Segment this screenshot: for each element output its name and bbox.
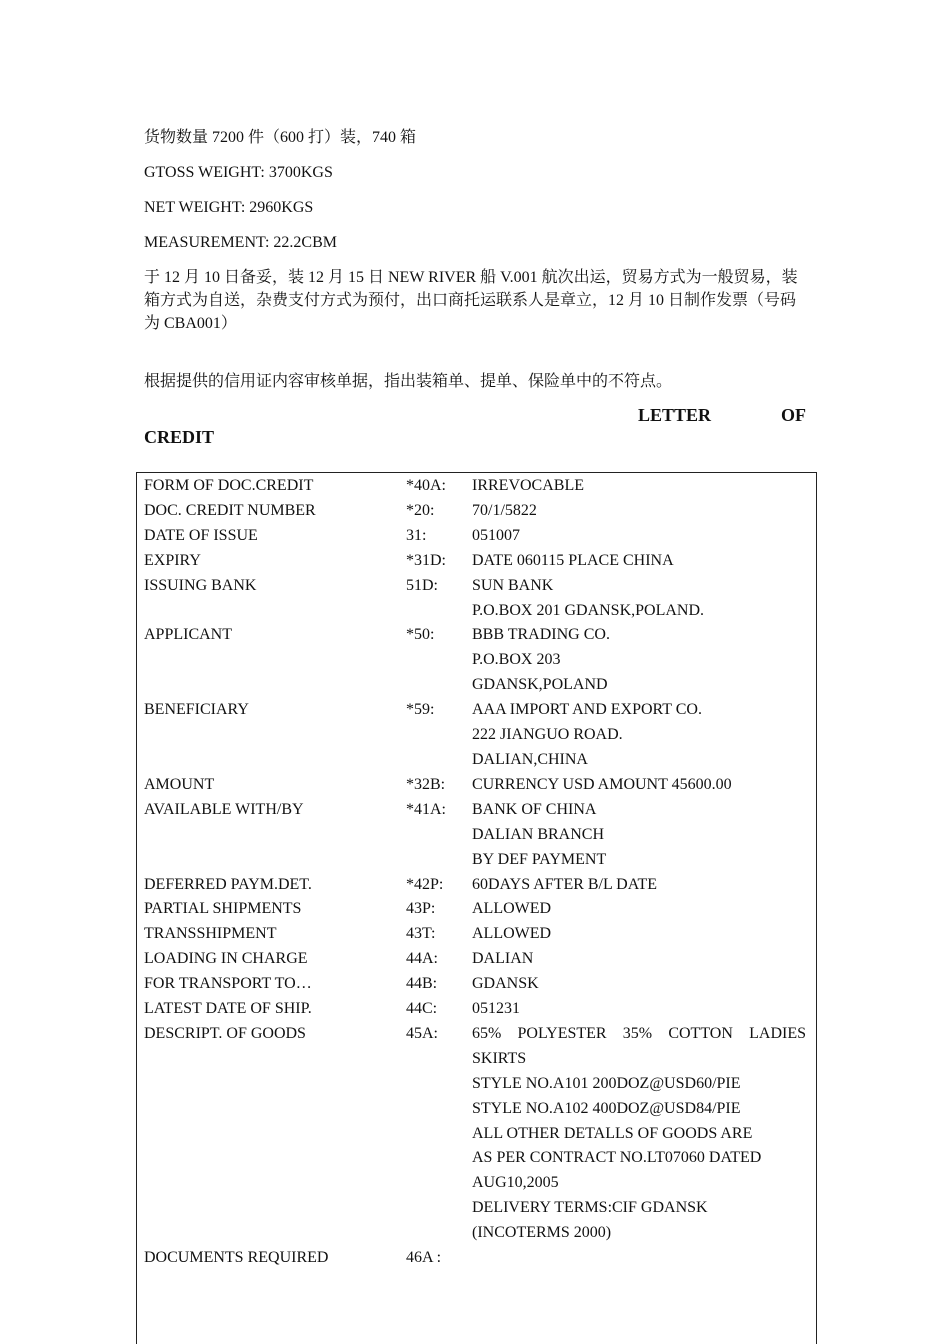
- lc-field-label: FORM OF DOC.CREDIT: [144, 477, 314, 494]
- lc-row: [144, 499, 806, 524]
- lc-field-label: PARTIAL SHIPMENTS: [144, 900, 302, 918]
- lc-field-tag: *42P:: [406, 875, 444, 893]
- lc-value-line: DELIVERY TERMS:CIF GDANSK: [472, 1199, 708, 1217]
- lc-value-line: STYLE NO.A101 200DOZ@USD60/PIE: [472, 1074, 741, 1092]
- letter-of-credit-heading: [144, 404, 806, 448]
- lc-field-value: [472, 897, 806, 922]
- lc-field-value: [472, 773, 806, 798]
- lc-value-line: GDANSK,POLAND: [472, 676, 608, 694]
- lc-field-tag: 43T:: [406, 925, 436, 943]
- net-weight-line: NET WEIGHT: 2960KGS: [144, 199, 314, 216]
- cargo-quantity-line: 货物数量 7200 件（600 打）装，740 箱: [144, 129, 417, 146]
- lc-field-tag: 44C:: [406, 1000, 438, 1018]
- lc-field-value: [472, 798, 806, 873]
- lc-value-line: DATE 060115 PLACE CHINA: [472, 551, 674, 569]
- lc-field-tag: 44A:: [406, 950, 438, 968]
- lc-field-label: LATEST DATE OF SHIP.: [144, 1000, 312, 1018]
- lc-field-label: DEFERRED PAYM.DET.: [144, 875, 312, 893]
- lc-row: [144, 947, 806, 972]
- lc-value-line: 051231: [472, 1000, 520, 1018]
- lc-field-label: ISSUING BANK: [144, 576, 257, 594]
- lc-value-line: P.O.BOX 201 GDANSK,POLAND.: [472, 601, 705, 619]
- heading-word-letter: LETTER: [637, 405, 711, 425]
- lc-field-value: [472, 524, 806, 549]
- lc-field-label: TRANSSHIPMENT: [144, 925, 277, 943]
- lc-value-line: 65% POLYESTER 35% COTTON LADIES SKIRTS: [472, 1024, 806, 1067]
- lc-row: [144, 474, 806, 499]
- lc-field-value: [472, 997, 806, 1022]
- lc-row: [144, 1246, 806, 1271]
- lc-row: [144, 524, 806, 549]
- lc-value-line: [472, 1246, 806, 1271]
- lc-value-line: ALL OTHER DETALLS OF GOODS ARE: [472, 1124, 753, 1142]
- lc-value-line: P.O.BOX 203: [472, 651, 561, 669]
- lc-row: [144, 1022, 806, 1246]
- lc-field-value: [472, 698, 806, 773]
- lc-value-line: AS PER CONTRACT NO.LT07060 DATED: [472, 1149, 762, 1167]
- lc-value-line: DALIAN BRANCH: [472, 825, 604, 843]
- lc-value-line: BY DEF PAYMENT: [472, 850, 607, 868]
- lc-value-line: BBB TRADING CO.: [472, 626, 610, 644]
- lc-field-tag: *59:: [406, 701, 435, 719]
- task-instruction: 根据提供的信用证内容审核单据，指出装箱单、提单、保险单中的不符点。: [144, 373, 673, 390]
- lc-row: [144, 798, 806, 873]
- lc-field-label: DATE OF ISSUE: [144, 526, 258, 544]
- lc-value-line: (INCOTERMS 2000): [472, 1224, 612, 1242]
- lc-field-tag: *31D:: [406, 551, 446, 569]
- lc-field-value: [472, 873, 806, 898]
- lc-value-line: AAA IMPORT AND EXPORT CO.: [472, 701, 702, 719]
- lc-field-value: [472, 574, 806, 624]
- lc-value-line: ALLOWED: [472, 900, 552, 918]
- lc-field-tag: *32B:: [406, 775, 446, 793]
- lc-value-line: 70/1/5822: [472, 501, 537, 519]
- lc-value-line: DALIAN: [472, 950, 534, 968]
- lc-field-label: LOADING IN CHARGE: [144, 950, 308, 968]
- lc-field-label: AVAILABLE WITH/BY: [144, 800, 304, 818]
- lc-value-line: GDANSK: [472, 975, 539, 993]
- lc-field-value: [472, 922, 806, 947]
- lc-field-label: DOCUMENTS REQUIRED: [144, 1249, 329, 1267]
- lc-field-tag: *50:: [406, 626, 435, 644]
- lc-field-label: EXPIRY: [144, 551, 201, 569]
- lc-field-tag: *41A:: [406, 800, 446, 818]
- lc-row: [144, 997, 806, 1022]
- lc-row: [144, 698, 806, 773]
- lc-field-value: [472, 549, 806, 574]
- gross-weight-line: GTOSS WEIGHT: 3700KGS: [144, 164, 333, 181]
- lc-field-label: AMOUNT: [144, 775, 215, 793]
- lc-field-value: [472, 1022, 806, 1246]
- lc-field-value: [472, 474, 806, 499]
- lc-value-line: 222 JIANGUO ROAD.: [472, 726, 623, 744]
- lc-row: [144, 873, 806, 898]
- letter-of-credit-table: [144, 474, 806, 1271]
- lc-value-line: BANK OF CHINA: [472, 800, 597, 818]
- lc-value-line: IRREVOCABLE: [472, 477, 584, 494]
- lc-field-value: [472, 947, 806, 972]
- shipping-paragraph: 于 12 月 10 日备妥，装 12 月 15 日 NEW RIVER 船 V.001 航次出运，贸易方式为一般贸易，装箱方式为自送，杂费支付方式为预付，出口商托运联系人是章立，12 月 10 日制作发票（号码为 CBA001）: [144, 269, 798, 332]
- lc-field-value: [472, 972, 806, 997]
- lc-field-tag: *40A:: [406, 477, 446, 494]
- lc-value-line: 051007: [472, 526, 520, 544]
- lc-row: [144, 972, 806, 997]
- lc-row: [144, 773, 806, 798]
- lc-field-label: DESCRIPT. OF GOODS: [144, 1024, 306, 1042]
- lc-field-value: [472, 623, 806, 698]
- lc-field-value: [472, 499, 806, 524]
- lc-row: [144, 922, 806, 947]
- measurement-line: MEASUREMENT: 22.2CBM: [144, 234, 337, 251]
- lc-field-tag: *20:: [406, 501, 435, 519]
- lc-value-line: CURRENCY USD AMOUNT 45600.00: [472, 775, 732, 793]
- lc-row: [144, 549, 806, 574]
- heading-word-of: OF: [781, 405, 806, 425]
- lc-field-value: [472, 1246, 806, 1271]
- lc-row: [144, 623, 806, 698]
- lc-value-line: STYLE NO.A102 400DOZ@USD84/PIE: [472, 1099, 741, 1117]
- heading-word-credit: CREDIT: [144, 427, 215, 447]
- lc-value-line: ALLOWED: [472, 925, 552, 943]
- lc-value-line: AUG10,2005: [472, 1174, 559, 1192]
- intro-section: [144, 126, 806, 394]
- lc-value-line: 60DAYS AFTER B/L DATE: [472, 875, 658, 893]
- lc-field-tag: 31:: [406, 526, 427, 544]
- lc-field-label: DOC. CREDIT NUMBER: [144, 501, 316, 519]
- lc-field-tag: 44B:: [406, 975, 438, 993]
- lc-field-tag: 46A :: [406, 1249, 442, 1267]
- lc-field-tag: 43P:: [406, 900, 436, 918]
- lc-value-line: DALIAN,CHINA: [472, 750, 588, 768]
- lc-field-tag: 45A:: [406, 1024, 438, 1042]
- lc-value-line: SUN BANK: [472, 576, 554, 594]
- lc-row: [144, 574, 806, 624]
- lc-row: [144, 897, 806, 922]
- lc-field-label: APPLICANT: [144, 626, 233, 644]
- lc-field-label: FOR TRANSPORT TO…: [144, 975, 312, 993]
- lc-field-tag: 51D:: [406, 576, 438, 594]
- lc-field-label: BENEFICIARY: [144, 701, 249, 719]
